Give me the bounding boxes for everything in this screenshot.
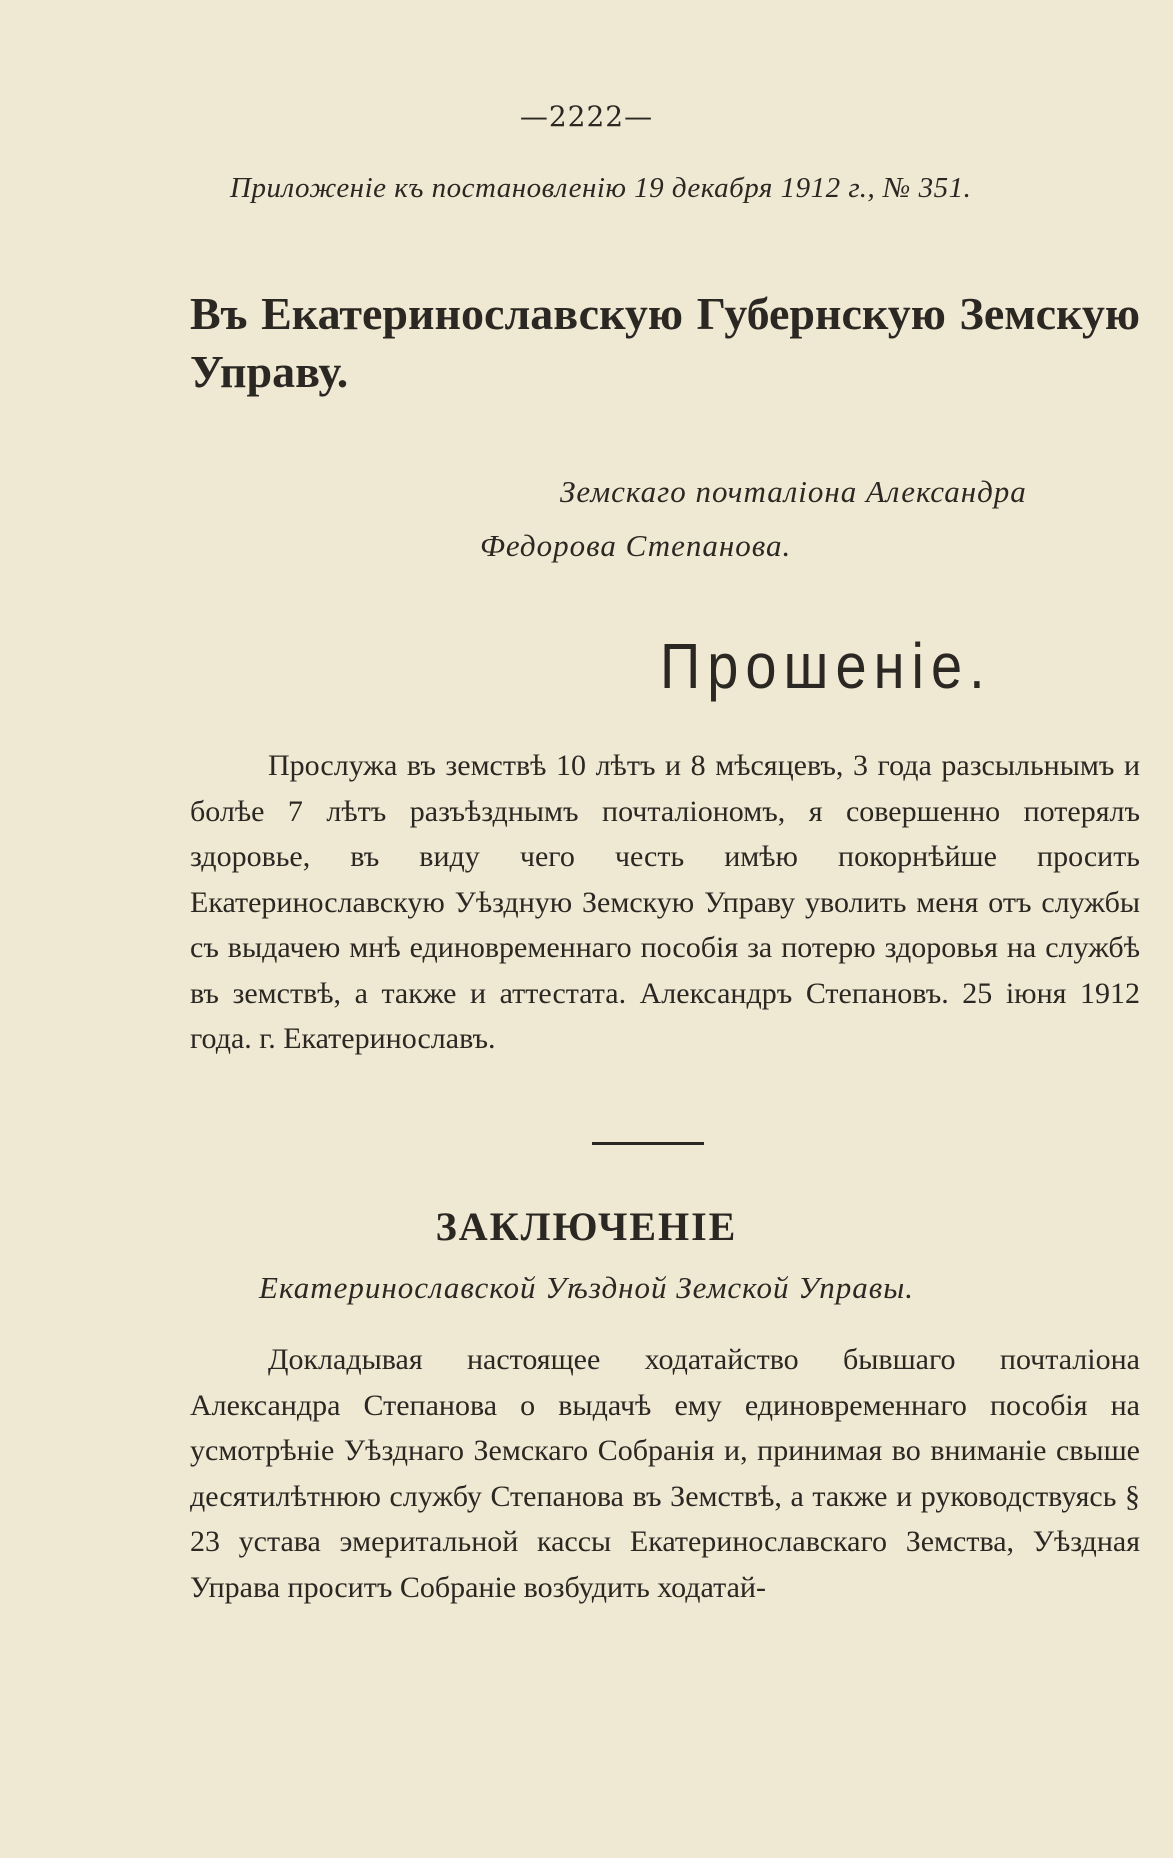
sender-line-2: Федорова Степанова. [480, 528, 792, 563]
page-number: —2222— [519, 100, 654, 133]
conclusion-title: ЗАКЛЮЧЕНIЕ [435, 1204, 738, 1249]
sender-block [480, 465, 1140, 573]
addressee-heading: Въ Екатеринославскую Губернскую Земскую Управу. [190, 288, 1140, 397]
appendix-note: Приложенiе къ постановленiю 19 декабря 1912 г., № 351. [230, 172, 972, 204]
conclusion-subtitle: Екатеринославской Уѣздной Земской Управы. [259, 1270, 914, 1305]
section-divider [592, 1142, 704, 1145]
sender-line-1: Земскаго почталiона Александра [560, 474, 1027, 509]
petition-text: Прослужа въ земствѣ 10 лѣтъ и 8 мѣсяцевъ, 3 года разсыльнымъ и болѣе 7 лѣтъ разъѣзднымъ почталiономъ, я совершенно потерялъ здоровье, въ виду чего честь имѣю покорнѣйше просить Екатеринославскую Уѣздную Земскую Управу уволить меня отъ службы съ выдачею мнѣ единовременнаго пособiя за потерю здоровья на службѣ въ земствѣ, а также и аттестата. Александръ Степановъ. 25 iюня 1912 года. г. Екатеринославъ. [190, 749, 1140, 1055]
conclusion-text: Докладывая настоящее ходатайство бывшаго почталiона Александра Степанова о выдачѣ ему единовременнаго пособiя на усмотрѣнiе Уѣзднаго Земскаго Собранiя и, принимая во вниманiе свыше десятилѣтнюю службу Степанова въ Земствѣ, а также и руководствуясь § 23 устава эмеритальной кассы Екатеринославскаго Земства, Уѣздная Управа проситъ Собранiе возбудить ходатай- [190, 1343, 1140, 1604]
petition-title: Прошенiе. [660, 629, 992, 702]
